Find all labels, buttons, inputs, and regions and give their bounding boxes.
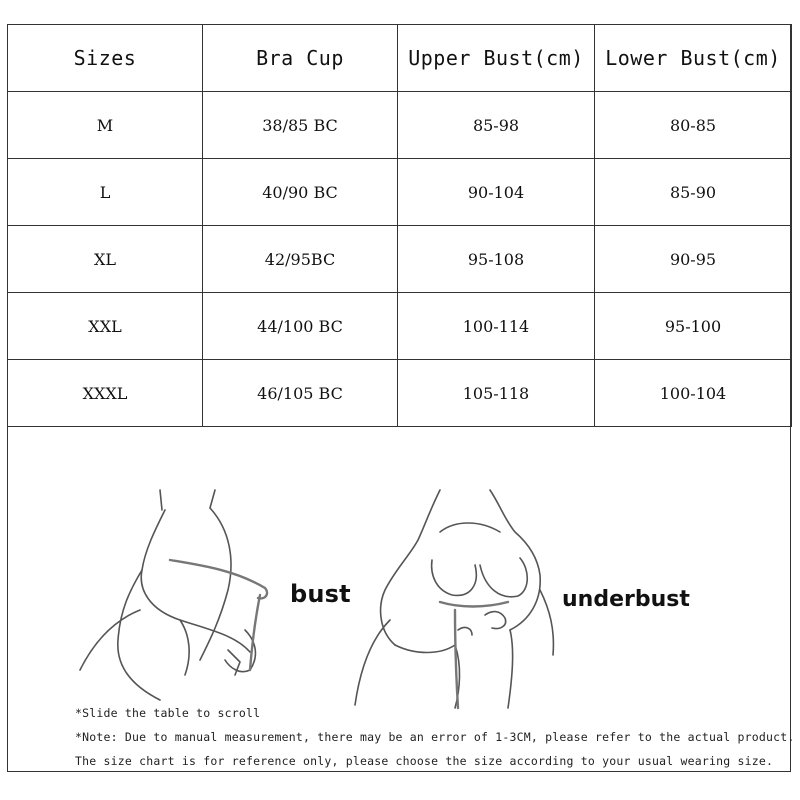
cell-lower-bust: 80-85 xyxy=(595,92,792,159)
header-lower-bust: Lower Bust(cm) xyxy=(595,25,792,92)
underbust-tape-illustration xyxy=(440,602,508,708)
cell-lower-bust: 95-100 xyxy=(595,293,792,360)
cell-size: XXXL xyxy=(8,360,203,427)
bust-figure-illustration xyxy=(80,490,255,700)
header-bra-cup: Bra Cup xyxy=(203,25,398,92)
table-row xyxy=(8,293,792,360)
table-row xyxy=(8,360,792,427)
cell-upper-bust: 100-114 xyxy=(398,293,595,360)
cell-bra-cup: 46/105 BC xyxy=(203,360,398,427)
size-table xyxy=(7,24,792,427)
underbust-figure-illustration xyxy=(355,490,553,708)
header-sizes: Sizes xyxy=(8,25,203,92)
scroll-note: *Slide the table to scroll xyxy=(75,706,261,720)
table-row xyxy=(8,159,792,226)
cell-bra-cup: 44/100 BC xyxy=(203,293,398,360)
bust-tape-illustration xyxy=(170,560,267,670)
cell-upper-bust: 105-118 xyxy=(398,360,595,427)
cell-size: XXL xyxy=(8,293,203,360)
cell-size: XL xyxy=(8,226,203,293)
cell-lower-bust: 90-95 xyxy=(595,226,792,293)
cell-bra-cup: 42/95BC xyxy=(203,226,398,293)
cell-lower-bust: 85-90 xyxy=(595,159,792,226)
table-row xyxy=(8,226,792,293)
cell-lower-bust: 100-104 xyxy=(595,360,792,427)
cell-bra-cup: 40/90 BC xyxy=(203,159,398,226)
table-row xyxy=(8,92,792,159)
reference-note: The size chart is for reference only, please choose the size according to your usual wearing size. xyxy=(75,754,774,768)
header-upper-bust: Upper Bust(cm) xyxy=(398,25,595,92)
table-header-row xyxy=(8,25,792,92)
cell-size: L xyxy=(8,159,203,226)
cell-upper-bust: 90-104 xyxy=(398,159,595,226)
cell-bra-cup: 38/85 BC xyxy=(203,92,398,159)
cell-upper-bust: 85-98 xyxy=(398,92,595,159)
underbust-label: underbust xyxy=(562,587,690,612)
measurement-note: *Note: Due to manual measurement, there may be an error of 1-3CM, please refer to the actual product. xyxy=(75,730,795,744)
cell-size: M xyxy=(8,92,203,159)
cell-upper-bust: 95-108 xyxy=(398,226,595,293)
bust-label: bust xyxy=(290,580,351,608)
